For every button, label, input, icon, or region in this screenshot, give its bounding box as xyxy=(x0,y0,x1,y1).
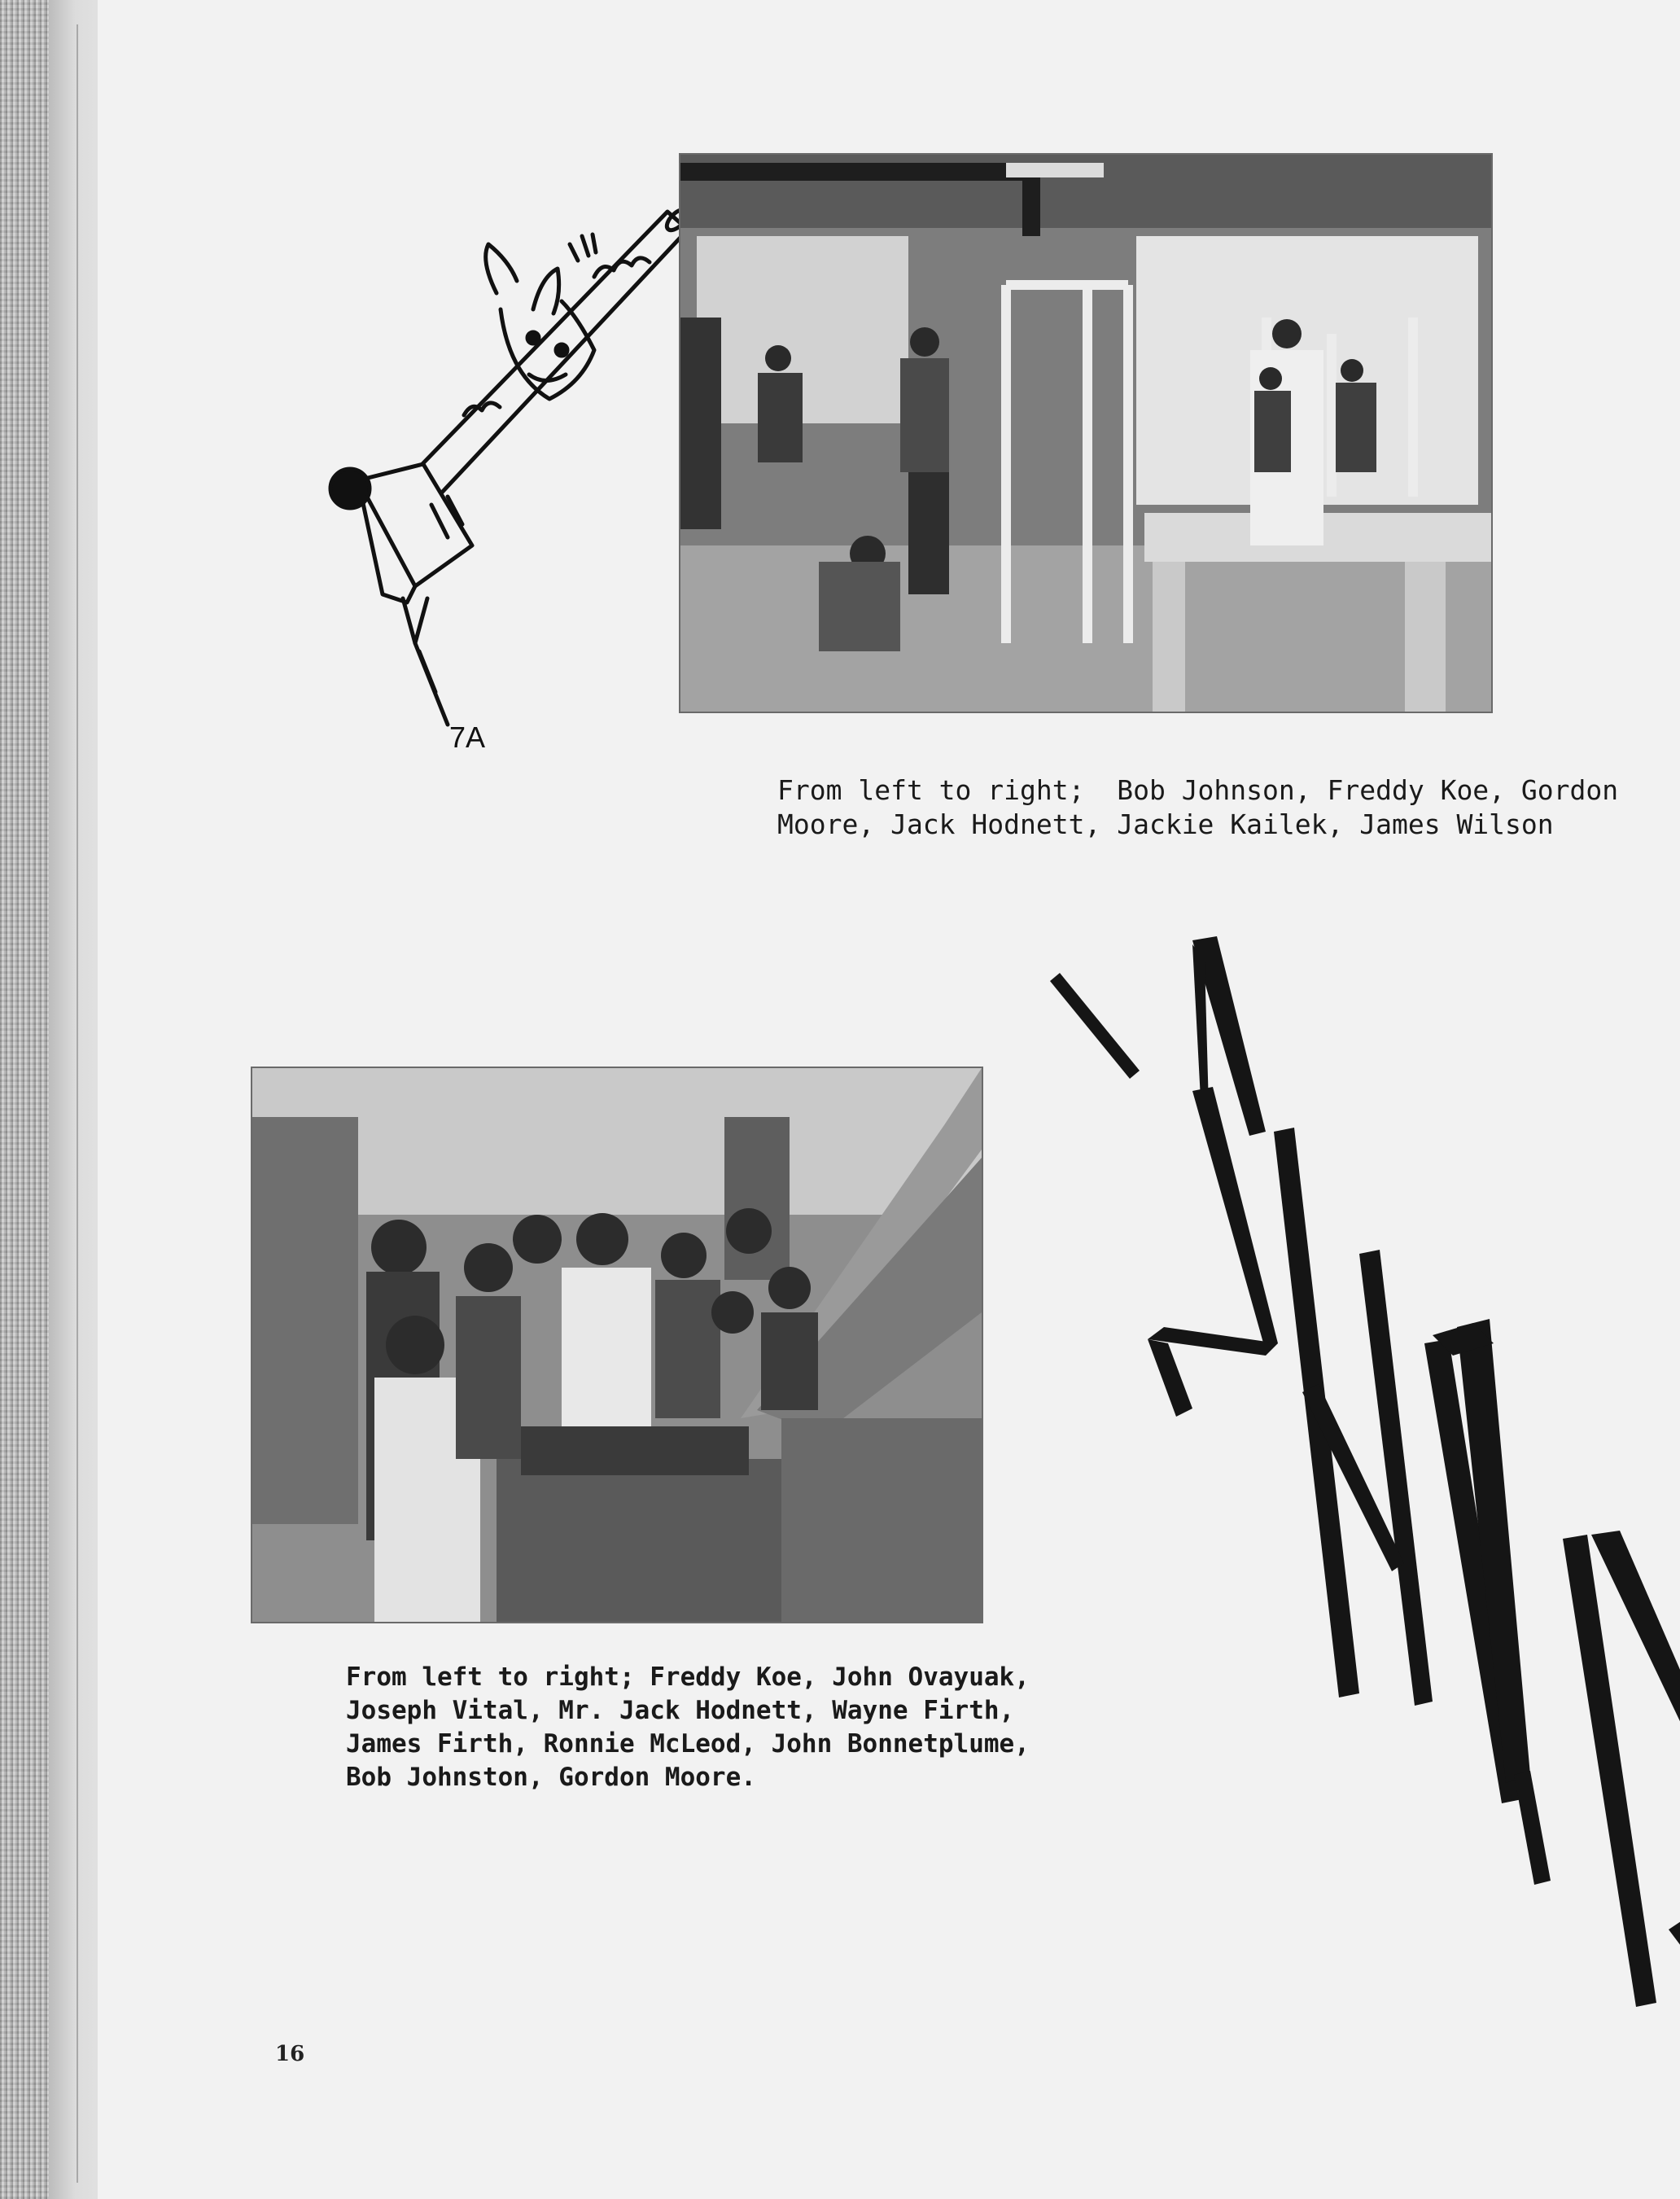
caption-line: Bob Johnston, Gordon Moore. xyxy=(346,1763,756,1792)
shop-title-lettering xyxy=(1050,936,1680,2084)
page-number: 16 xyxy=(275,2042,305,2066)
caption-line: From left to right; Freddy Koe, John Ovayuak, xyxy=(346,1662,1030,1692)
woodshop-photo-caption xyxy=(777,773,1618,842)
caption-line: James Firth, Ronnie McLeod, John Bonnetplume, xyxy=(346,1729,1030,1759)
machine-group-photo xyxy=(251,1067,983,1623)
caption-line: Moore, Jack Hodnett, Jackie Kailek, James Wilson xyxy=(777,808,1554,840)
woodshop-photo xyxy=(679,153,1493,713)
caption-line: From left to right; Bob Johnson, Freddy Koe, Gordon xyxy=(777,774,1619,806)
machine-group-photo-caption xyxy=(346,1661,1030,1794)
drawing-signature: 7A xyxy=(449,721,486,754)
caption-line: Joseph Vital, Mr. Jack Hodnett, Wayne Firth, xyxy=(346,1696,1015,1725)
hammer-cartoon-drawing xyxy=(326,187,708,773)
yearbook-page xyxy=(98,0,1680,2199)
